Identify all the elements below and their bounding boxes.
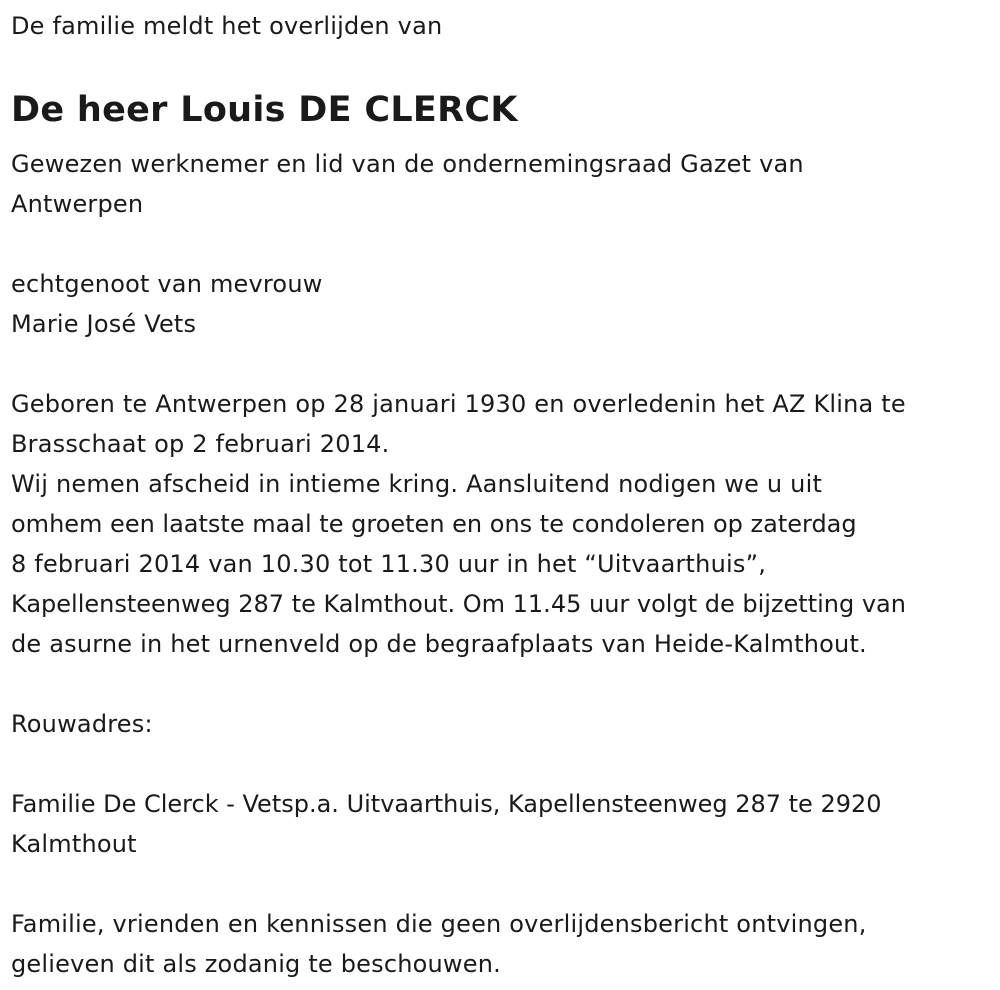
spacer [11, 744, 993, 784]
address-line-1: Familie De Clerck - Vetsp.a. Uitvaarthuis, Kapellensteenweg 287 te 2920 [11, 790, 882, 818]
body-line: Kapellensteenweg 287 te Kalmthout. Om 11.45 uur volgt de bijzetting van [11, 590, 906, 618]
spacer [11, 664, 993, 704]
body-line: 8 februari 2014 van 10.30 tot 11.30 uur in het “Uitvaarthuis”, [11, 550, 767, 578]
spacer [11, 224, 993, 264]
spacer [11, 344, 993, 384]
address-line-2: Kalmthout [11, 830, 137, 858]
intro-text: De familie meldt het overlijden van [11, 12, 443, 40]
spacer [11, 864, 993, 904]
spouse-line-2: Marie José Vets [11, 310, 197, 338]
body-line: Geboren te Antwerpen op 28 januari 1930 en overledenin het AZ Klina te [11, 390, 906, 418]
deceased-name: De heer Louis DE CLERCK [11, 90, 518, 130]
closing-line-2: gelieven dit als zodanig te beschouwen. [11, 950, 501, 978]
closing-line-1: Familie, vrienden en kennissen die geen overlijdensbericht ontvingen, [11, 910, 867, 938]
body-line: Brasschaat op 2 februari 2014. [11, 430, 390, 458]
address-label: Rouwadres: [11, 710, 153, 738]
body-line: Wij nemen afscheid in intieme kring. Aansluitend nodigen we u uit [11, 470, 823, 498]
spouse-line-1: echtgenoot van mevrouw [11, 270, 323, 298]
body-line: de asurne in het urnenveld op de begraafplaats van Heide-Kalmthout. [11, 630, 867, 658]
role-line-1: Gewezen werknemer en lid van de ondernemingsraad Gazet van [11, 150, 804, 178]
body-line: omhem een laatste maal te groeten en ons te condoleren op zaterdag [11, 510, 857, 538]
death-notice [11, 6, 993, 984]
role-line-2: Antwerpen [11, 190, 144, 218]
